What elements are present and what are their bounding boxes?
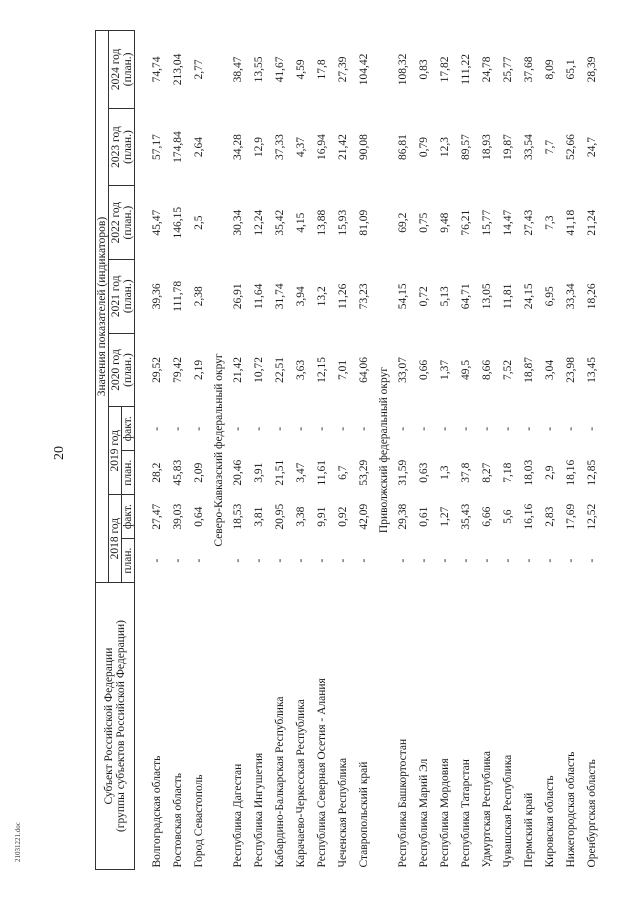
value-cell-f18: 2,83 (544, 506, 556, 527)
value-cell-y20: 0,66 (418, 359, 430, 381)
value-cell-y22: 146,15 (172, 206, 184, 239)
value-cell-p19: 31,59 (397, 459, 409, 486)
value-cell-f18: 0,61 (418, 506, 430, 527)
value-cell-y22: 45,47 (151, 209, 163, 236)
value-cell-p18: - (586, 558, 598, 563)
value-cell-y21: 111,78 (172, 280, 184, 312)
value-cell-p18: - (172, 558, 184, 563)
subject-column-header: Субъект Российской Федерации (группы субъектов Российской Федерации) (96, 583, 135, 870)
year-2021-header: 2021 год (план.) (109, 259, 135, 333)
value-cell-p19: 7,18 (502, 462, 514, 483)
fact-2018-header: факт. (122, 495, 135, 539)
value-cell-f18: 29,38 (397, 503, 409, 530)
region-name: Республика Татарстан (460, 759, 472, 868)
value-cell-y20: 7,01 (337, 359, 349, 381)
value-cell-y24: 8,09 (544, 59, 556, 80)
fact-2019-header: факт. (122, 407, 135, 451)
value-cell-f19: - (151, 426, 163, 431)
region-name: Ростовская область (172, 772, 184, 868)
value-cell-y21: 73,23 (358, 283, 370, 310)
value-cell-y21: 13,05 (481, 283, 493, 310)
value-cell-p18: - (418, 558, 430, 563)
value-cell-y22: 4,15 (295, 212, 307, 233)
value-cell-y21: 3,94 (295, 286, 307, 307)
value-cell-y23: 57,17 (151, 134, 163, 160)
region-name: Республика Марий Эл (418, 758, 430, 868)
value-cell-y21: 6,95 (544, 286, 556, 307)
value-cell-y20: 64,06 (358, 357, 370, 383)
value-cell-y22: 0,75 (418, 212, 430, 233)
value-cell-y23: 37,33 (274, 134, 286, 160)
value-cell-f19: - (523, 426, 535, 431)
value-cell-f19: - (439, 426, 451, 431)
value-cell-y20: 12,15 (316, 357, 328, 383)
region-name: Чеченская Республика (337, 757, 349, 868)
value-cell-y22: 2,5 (193, 215, 205, 230)
value-cell-y20: 18,87 (523, 357, 535, 383)
value-cell-y23: 52,66 (565, 134, 577, 160)
year-2023-header: 2023 год (план.) (109, 108, 135, 186)
value-cell-f19: - (274, 426, 286, 431)
value-cell-f19: - (502, 426, 514, 431)
plan-2019-header: план. (122, 451, 135, 495)
year-2020-header: 2020 год (план.) (109, 333, 135, 407)
value-cell-f18: 0,64 (193, 506, 205, 527)
value-cell-y20: 3,63 (295, 359, 307, 381)
value-cell-y21: 64,71 (460, 283, 472, 310)
value-cell-p18: - (232, 558, 244, 563)
table-row (561, 31, 582, 870)
value-cell-y23: 18,93 (481, 134, 493, 160)
table-row (414, 31, 435, 870)
value-cell-y22: 41,18 (565, 209, 577, 236)
value-cell-p18: - (295, 558, 307, 563)
value-cell-p18: - (565, 558, 577, 563)
value-cell-y21: 33,34 (565, 283, 577, 310)
value-cell-y24: 213,04 (172, 53, 184, 86)
year-2024-header: 2024 год (план.) (109, 31, 135, 109)
table-row (147, 31, 168, 870)
value-cell-y21: 11,81 (502, 283, 514, 310)
value-cell-y24: 17,8 (316, 59, 328, 80)
value-cell-y20: 7,52 (502, 359, 514, 381)
value-cell-p18: - (544, 558, 556, 563)
value-cell-y24: 104,42 (358, 53, 370, 86)
region-name: Республика Ингушетия (253, 752, 265, 868)
value-cell-p19: 6,7 (337, 465, 349, 480)
value-cell-p18: - (481, 558, 493, 563)
value-cell-y23: 0,79 (418, 136, 430, 158)
value-cell-y24: 27,39 (337, 56, 349, 83)
value-cell-y21: 24,15 (523, 283, 535, 310)
value-cell-p19: 45,83 (172, 459, 184, 486)
value-cell-y20: 1,37 (439, 359, 451, 381)
values-header: Значения показателей (индикаторов) (96, 31, 109, 583)
value-cell-y24: 25,77 (502, 56, 514, 83)
value-cell-p19: 0,63 (418, 462, 430, 483)
value-cell-p18: - (337, 558, 349, 563)
indicators-table (95, 30, 603, 870)
value-cell-f18: 35,43 (460, 503, 472, 530)
table-row (168, 31, 189, 870)
value-cell-y23: 86,81 (397, 134, 409, 160)
value-cell-p19: 18,16 (565, 459, 577, 486)
district-row (210, 31, 228, 870)
table-row (312, 31, 333, 870)
value-cell-y21: 31,74 (274, 283, 286, 310)
value-cell-y20: 22,51 (274, 357, 286, 383)
value-cell-y20: 21,42 (232, 357, 244, 383)
value-cell-p19: 53,29 (358, 459, 370, 486)
region-name: Республика Башкортостан (397, 738, 409, 868)
value-cell-f18: 5,6 (502, 509, 514, 524)
value-cell-y24: 37,68 (523, 56, 535, 83)
value-cell-p19: 1,3 (439, 465, 451, 480)
value-cell-p18: - (253, 558, 265, 563)
value-cell-y23: 24,7 (586, 136, 598, 158)
value-cell-f19: - (253, 426, 265, 431)
value-cell-y23: 16,94 (316, 134, 328, 160)
value-cell-f18: 9,91 (316, 506, 328, 527)
value-cell-y22: 15,93 (337, 209, 349, 236)
value-cell-f19: - (172, 426, 184, 431)
value-cell-y20: 8,66 (481, 359, 493, 381)
value-cell-f19: - (337, 426, 349, 431)
value-cell-y23: 12,9 (253, 136, 265, 158)
value-cell-p18: - (316, 558, 328, 563)
value-cell-p19: 3,47 (295, 462, 307, 483)
value-cell-p18: - (502, 558, 514, 563)
district-title: Северо-Кавказский федеральный округ (213, 353, 225, 547)
value-cell-f19: - (481, 426, 493, 431)
value-cell-y24: 74,74 (151, 56, 163, 83)
value-cell-p18: - (274, 558, 286, 563)
value-cell-y21: 39,36 (151, 283, 163, 310)
region-name: Республика Дагестан (232, 763, 244, 868)
table-row (354, 31, 375, 870)
value-cell-p19: 2,09 (193, 462, 205, 483)
region-name: Удмуртская Республика (481, 751, 493, 868)
table-row (582, 31, 603, 870)
value-cell-y20: 33,07 (397, 357, 409, 383)
value-cell-p18: - (439, 558, 451, 563)
value-cell-f18: 17,69 (565, 503, 577, 530)
value-cell-y22: 12,24 (253, 209, 265, 236)
value-cell-y21: 54,15 (397, 283, 409, 310)
value-cell-y24: 111,22 (460, 53, 472, 85)
value-cell-y21: 13,2 (316, 286, 328, 307)
value-cell-y22: 9,48 (439, 212, 451, 233)
table-row (456, 31, 477, 870)
table-row (435, 31, 456, 870)
value-cell-p18: - (193, 558, 205, 563)
region-name: Волгоградская область (151, 755, 163, 868)
value-cell-y22: 27,43 (523, 209, 535, 236)
value-cell-y20: 3,04 (544, 359, 556, 381)
value-cell-f19: - (295, 426, 307, 431)
value-cell-f18: 12,52 (586, 503, 598, 530)
year-2019-header: 2019 год (109, 407, 122, 495)
plan-2018-header: план. (122, 539, 135, 583)
value-cell-f19: - (565, 426, 577, 431)
value-cell-y23: 7,7 (544, 139, 556, 155)
value-cell-y23: 12,3 (439, 136, 451, 158)
value-cell-y24: 41,67 (274, 56, 286, 83)
value-cell-y23: 21,42 (337, 134, 349, 160)
value-cell-f19: - (586, 426, 598, 431)
value-cell-y20: 79,42 (172, 357, 184, 383)
table-header (96, 31, 135, 870)
region-name: Карачаево-Черкесская Республика (295, 699, 307, 868)
value-cell-y22: 69,2 (397, 212, 409, 233)
value-cell-f19: - (397, 426, 409, 431)
value-cell-f19: - (544, 426, 556, 431)
value-cell-y24: 0,83 (418, 59, 430, 80)
table-row (291, 31, 312, 870)
page-number: 20 (52, 446, 67, 460)
value-cell-y21: 0,72 (418, 286, 430, 307)
value-cell-y22: 35,42 (274, 209, 286, 236)
value-cell-p19: 28,2 (151, 462, 163, 483)
value-cell-p18: - (460, 558, 472, 563)
value-cell-y23: 89,57 (460, 134, 472, 160)
table-row (333, 31, 354, 870)
value-cell-p19: 20,46 (232, 459, 244, 486)
region-name: Пермский край (523, 792, 535, 868)
rotated-table-container (95, 30, 598, 870)
value-cell-y23: 174,84 (172, 131, 184, 163)
table-row (249, 31, 270, 870)
year-2018-header: 2018 год (109, 495, 122, 583)
region-name: Оренбургская область (586, 759, 598, 868)
value-cell-y24: 65,1 (565, 59, 577, 80)
value-cell-f18: 6,66 (481, 506, 493, 527)
value-cell-y23: 19,87 (502, 134, 514, 160)
value-cell-y21: 18,26 (586, 283, 598, 310)
value-cell-y22: 76,21 (460, 209, 472, 236)
region-name: Республика Северная Осетия - Алания (316, 678, 328, 868)
value-cell-f19: - (358, 426, 370, 431)
value-cell-y21: 2,38 (193, 286, 205, 307)
value-cell-y20: 23,98 (565, 357, 577, 383)
table-row (498, 31, 519, 870)
value-cell-y20: 10,72 (253, 357, 265, 383)
table-row (477, 31, 498, 870)
value-cell-p18: - (523, 558, 535, 563)
value-cell-f19: - (232, 426, 244, 431)
value-cell-y22: 13,88 (316, 209, 328, 236)
value-cell-y24: 28,39 (586, 56, 598, 83)
region-name: Чувашская Республика (502, 754, 514, 868)
value-cell-p19: 3,91 (253, 462, 265, 483)
value-cell-p19: 21,51 (274, 459, 286, 486)
value-cell-y23: 90,08 (358, 134, 370, 160)
district-row (375, 31, 393, 870)
value-cell-f19: - (316, 426, 328, 431)
value-cell-f18: 3,81 (253, 506, 265, 527)
value-cell-y23: 33,54 (523, 134, 535, 160)
value-cell-y22: 14,47 (502, 209, 514, 236)
value-cell-p19: 18,03 (523, 459, 535, 486)
value-cell-y20: 29,52 (151, 357, 163, 383)
region-name: Республика Мордовия (439, 758, 451, 868)
value-cell-p18: - (358, 558, 370, 563)
spacer-row (135, 31, 148, 870)
value-cell-f18: 0,92 (337, 506, 349, 527)
value-cell-f19: - (460, 426, 472, 431)
value-cell-p19: 11,61 (316, 460, 328, 486)
value-cell-f18: 20,95 (274, 503, 286, 530)
value-cell-f19: - (418, 426, 430, 431)
value-cell-y22: 21,24 (586, 209, 598, 236)
value-cell-y24: 13,55 (253, 56, 265, 83)
value-cell-y22: 7,3 (544, 215, 556, 230)
value-cell-p18: - (397, 558, 409, 563)
value-cell-f18: 18,53 (232, 503, 244, 530)
value-cell-p19: 2,9 (544, 465, 556, 480)
value-cell-y20: 49,5 (460, 359, 472, 381)
value-cell-y22: 15,77 (481, 209, 493, 236)
value-cell-f19: - (193, 426, 205, 431)
value-cell-y20: 13,45 (586, 357, 598, 383)
region-name: Нижегородская область (565, 751, 577, 868)
value-cell-y21: 26,91 (232, 283, 244, 310)
value-cell-y24: 2,77 (193, 59, 205, 80)
value-cell-y24: 38,47 (232, 56, 244, 83)
footer-filename: 21031221.doc (14, 822, 22, 862)
value-cell-y21: 11,64 (253, 283, 265, 310)
value-cell-y24: 17,82 (439, 56, 451, 83)
table-row (519, 31, 540, 870)
value-cell-y23: 2,64 (193, 136, 205, 158)
value-cell-y23: 4,37 (295, 136, 307, 158)
region-name: Кабардино-Балкарская Республика (274, 696, 286, 868)
year-2022-header: 2022 год (план.) (109, 186, 135, 260)
value-cell-y22: 30,34 (232, 209, 244, 236)
table-row (189, 31, 210, 870)
table-row (540, 31, 561, 870)
value-cell-p19: 37,8 (460, 462, 472, 483)
region-name: Кировская область (544, 775, 556, 868)
value-cell-y24: 4,59 (295, 59, 307, 80)
district-title: Приволжский федеральный округ (378, 366, 390, 534)
table-row (228, 31, 249, 870)
value-cell-y23: 34,28 (232, 134, 244, 160)
table-body (135, 31, 604, 870)
value-cell-p19: 12,85 (586, 459, 598, 486)
value-cell-f18: 39,03 (172, 503, 184, 530)
value-cell-y21: 11,26 (337, 283, 349, 310)
value-cell-f18: 3,38 (295, 506, 307, 527)
value-cell-p19: 8,27 (481, 462, 493, 483)
value-cell-f18: 16,16 (523, 503, 535, 530)
value-cell-f18: 42,09 (358, 503, 370, 530)
spacer-cell (135, 31, 148, 870)
table-row (270, 31, 291, 870)
value-cell-y24: 24,78 (481, 56, 493, 83)
region-name: Город Севастополь (193, 774, 205, 868)
region-name: Ставропольский край (358, 761, 370, 868)
table-row (393, 31, 414, 870)
value-cell-y20: 2,19 (193, 359, 205, 381)
value-cell-f18: 27,47 (151, 503, 163, 530)
value-cell-y21: 5,13 (439, 286, 451, 307)
value-cell-y24: 108,32 (397, 53, 409, 86)
value-cell-f18: 1,27 (439, 506, 451, 527)
value-cell-p18: - (151, 558, 163, 563)
value-cell-y22: 81,09 (358, 209, 370, 236)
